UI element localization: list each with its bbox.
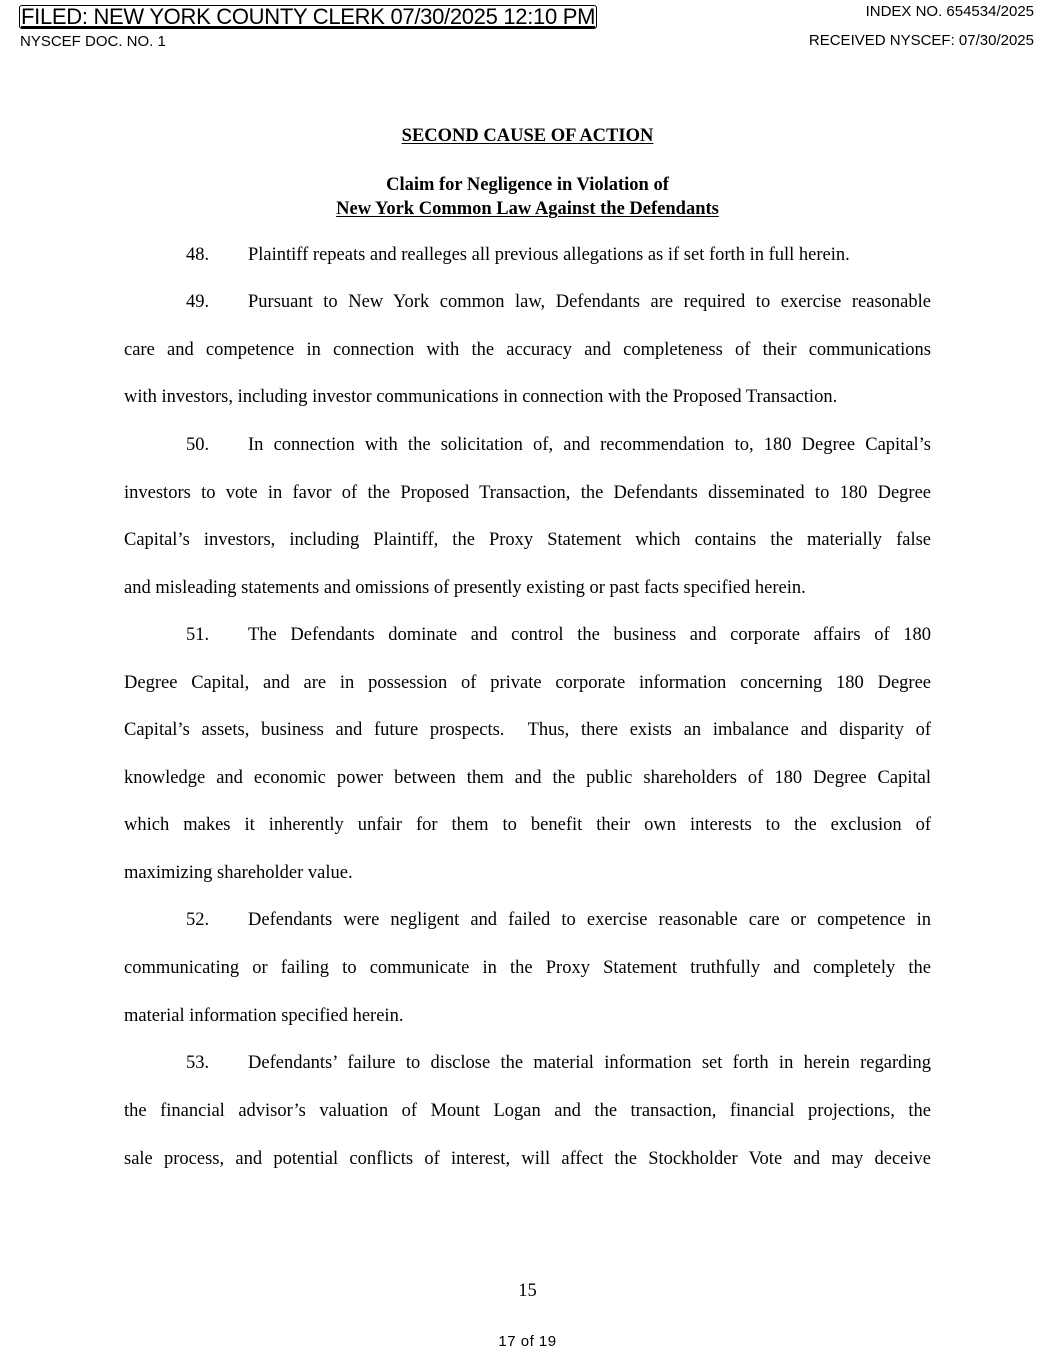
- paragraph-number: 51.: [186, 625, 210, 645]
- paragraph-line: the financial advisor’s valuation of Mount Logan and the transaction, financial projections, the: [124, 1101, 931, 1121]
- paragraph-line: with investors, including investor communications in connection with the Proposed Transaction.: [124, 387, 838, 407]
- claim-heading-line-1: Claim for Negligence in Violation of: [386, 175, 669, 195]
- claim-heading-line-2: New York Common Law Against the Defendants: [336, 199, 719, 219]
- paragraph-line: Defendants’ failure to disclose the material information set forth in herein regarding: [248, 1053, 931, 1073]
- paragraph-line: knowledge and economic power between them and the public shareholders of 180 Degree Capital: [124, 768, 931, 788]
- paragraph-line: Capital’s assets, business and future prospects. Thus, there exists an imbalance and disparity of: [124, 720, 931, 740]
- paragraph-line: which makes it inherently unfair for them to benefit their own interests to the exclusion of: [124, 815, 931, 835]
- paragraph-number: 52.: [186, 910, 210, 930]
- paragraph-line: material information specified herein.: [124, 1006, 404, 1026]
- paragraph-first-line: [186, 436, 931, 455]
- nyscef-doc-number: NYSCEF DOC. NO. 1: [20, 33, 166, 50]
- paragraph-line: communicating or failing to communicate in the Proxy Statement truthfully and completely the: [124, 958, 931, 978]
- paragraph-line: and misleading statements and omissions of presently existing or past facts specified herein.: [124, 578, 806, 598]
- paragraph-line: Plaintiff repeats and realleges all previous allegations as if set forth in full herein.: [248, 245, 850, 265]
- paragraph-number: 50.: [186, 435, 210, 455]
- page-number: 15: [518, 1281, 537, 1301]
- paragraph-first-line: [186, 1054, 931, 1073]
- paragraph-line: maximizing shareholder value.: [124, 863, 353, 883]
- paragraph-line: Capital’s investors, including Plaintiff, the Proxy Statement which contains the materially false: [124, 530, 931, 550]
- paragraph-number: 48.: [186, 245, 210, 265]
- paragraph-first-line: [186, 911, 931, 930]
- paragraph-line: In connection with the solicitation of, and recommendation to, 180 Degree Capital’s: [248, 435, 931, 455]
- paragraph-number: 49.: [186, 292, 210, 312]
- paragraph-line: sale process, and potential conflicts of interest, will affect the Stockholder Vote and may deceive: [124, 1149, 931, 1169]
- received-date: RECEIVED NYSCEF: 07/30/2025: [808, 32, 1034, 49]
- paragraph-first-line: [186, 293, 931, 312]
- paragraph-line: Defendants were negligent and failed to exercise reasonable care or competence in: [248, 910, 931, 930]
- paragraph-line: Pursuant to New York common law, Defendants are required to exercise reasonable: [248, 292, 931, 312]
- filed-stamp: FILED: NEW YORK COUNTY CLERK 07/30/2025 12:10 PM: [21, 4, 596, 29]
- paragraph-first-line: [186, 626, 931, 645]
- paragraph-number: 53.: [186, 1053, 210, 1073]
- paragraph-line: The Defendants dominate and control the business and corporate affairs of 180: [248, 625, 931, 645]
- paragraph-line: investors to vote in favor of the Proposed Transaction, the Defendants disseminated to 180 Degree: [124, 483, 931, 503]
- paragraph-line: Degree Capital, and are in possession of private corporate information concerning 180 Degree: [124, 673, 931, 693]
- paragraph-line: care and competence in connection with the accuracy and completeness of their communications: [124, 340, 931, 360]
- index-number: INDEX NO. 654534/2025: [865, 3, 1034, 20]
- page-of-total: 17 of 19: [498, 1333, 557, 1350]
- section-title: SECOND CAUSE OF ACTION: [401, 126, 654, 146]
- paragraph-48: [186, 246, 931, 265]
